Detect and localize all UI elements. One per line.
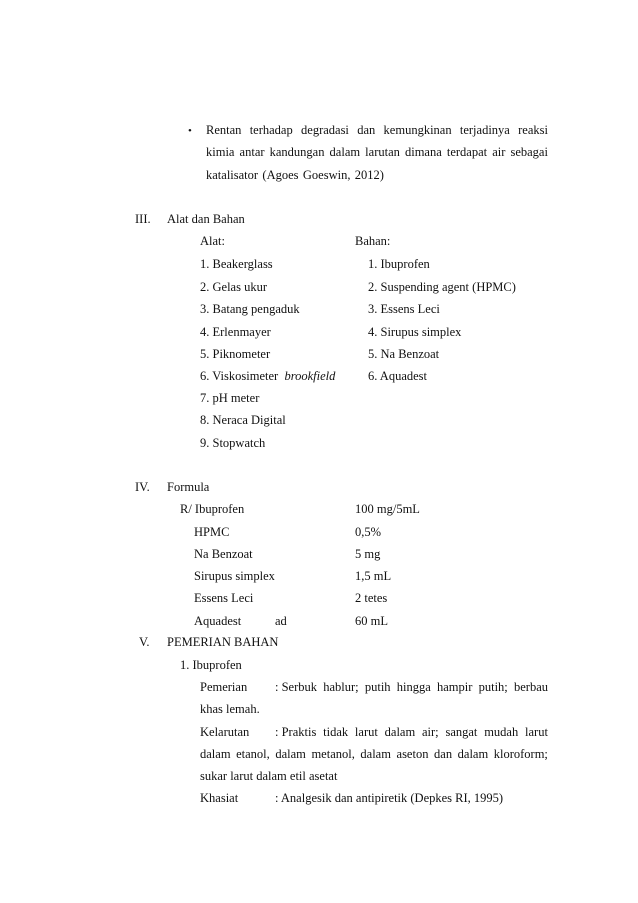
formula-amount-4: 1,5 mL [355, 569, 392, 583]
bullet-line-2 [206, 146, 548, 159]
formula-name-5: Essens Leci [194, 591, 254, 605]
bahan-item-3: 3. Essens Leci [368, 302, 440, 316]
formula-amount-6: 60 mL [355, 614, 388, 628]
word: hablur; [323, 680, 359, 694]
word: terhadap [249, 123, 293, 137]
word: dan [357, 123, 376, 137]
bullet-line-3 [206, 169, 384, 182]
section-4-title: Formula [167, 480, 210, 494]
khasiat-text: : Analgesik dan antipiretik (Depkes RI, 1995) [275, 791, 504, 805]
section-4-number: IV. [135, 480, 150, 494]
word: berbau [513, 680, 548, 694]
word: air [492, 145, 506, 159]
word: larut [525, 725, 548, 739]
word: : Serbuk [275, 680, 318, 694]
bahan-item-1: 1. Ibuprofen [368, 257, 430, 271]
word: degradasi [301, 123, 349, 137]
word: kloroform; [493, 747, 548, 761]
pemerian-label: Pemerian [200, 680, 248, 694]
alat-item-2: 2. Gelas ukur [200, 280, 267, 294]
formula-name-2: HPMC [194, 525, 230, 539]
word: dalam [200, 747, 231, 761]
alat-item-9: 9. Stopwatch [200, 436, 266, 450]
formula-name-1: R/ Ibuprofen [180, 502, 245, 516]
word: putih; [478, 680, 508, 694]
word: kimia [206, 145, 235, 159]
formula-amount-1: 100 mg/5mL [355, 502, 420, 516]
alat-item-8: 8. Neraca Digital [200, 413, 286, 427]
alat-item-6 [200, 370, 335, 383]
bahan-header: Bahan: [355, 234, 391, 248]
alat-item-7: 7. pH meter [200, 391, 260, 405]
word: aseton [396, 747, 429, 761]
word: reaksi [518, 123, 548, 137]
word: (Agoes [262, 168, 299, 182]
word: 2012) [354, 168, 384, 182]
bullet-dot: • [188, 125, 192, 137]
word: antar [239, 145, 265, 159]
word: Rentan [206, 123, 242, 137]
word: dalam [384, 725, 416, 739]
word: Goeswin, [302, 168, 351, 182]
word: tidak [323, 725, 349, 739]
word: dalam [275, 747, 306, 761]
alat-header: Alat: [200, 234, 225, 248]
formula-name-6: Aquadest [194, 614, 242, 628]
word: hingga [396, 680, 431, 694]
khasiat-label: Khasiat [200, 791, 239, 805]
word: kemungkinan [383, 123, 452, 137]
section-3-title: Alat dan Bahan [167, 212, 245, 226]
alat-item-6-text: 6. Viskosimeter [200, 369, 279, 383]
word: katalisator [206, 168, 259, 182]
formula-ad-6: ad [275, 614, 287, 628]
alat-item-4: 4. Erlenmayer [200, 325, 271, 339]
word: air; [421, 725, 439, 739]
kelarutan-line-3: sukar larut dalam etil asetat [200, 769, 338, 783]
kelarutan-line-2 [200, 748, 548, 761]
word: dan [434, 747, 453, 761]
bahan-item-4: 4. Sirupus simplex [368, 325, 462, 339]
section-5-number: V. [139, 635, 150, 649]
formula-amount-2: 0,5% [355, 525, 382, 539]
word: larutan [365, 145, 400, 159]
word: hampir [436, 680, 473, 694]
word: metanol, [311, 747, 355, 761]
word: putih [364, 680, 391, 694]
bahan-item-6: 6. Aquadest [368, 369, 428, 383]
word: dimana [404, 145, 442, 159]
word: etanol, [236, 747, 270, 761]
pemerian-item-1-title: 1. Ibuprofen [180, 658, 242, 672]
word: : Praktis [275, 725, 317, 739]
alat-item-1: 1. Beakerglass [200, 257, 273, 271]
kelarutan-line-1 [275, 726, 548, 739]
word: terdapat [446, 145, 488, 159]
word: dalam [329, 145, 361, 159]
bahan-item-5: 5. Na Benzoat [368, 347, 440, 361]
word: sebagai [510, 145, 548, 159]
formula-amount-5: 2 tetes [355, 591, 388, 605]
word: dalam [457, 747, 489, 761]
word: larut [354, 725, 378, 739]
section-3-number: III. [135, 212, 151, 226]
alat-item-5: 5. Piknometer [200, 347, 271, 361]
alat-item-3: 3. Batang pengaduk [200, 302, 300, 316]
formula-amount-3: 5 mg [355, 547, 381, 561]
word: sangat [445, 725, 478, 739]
word: terjadinya [459, 123, 510, 137]
word: kandungan [269, 145, 325, 159]
bahan-item-2: 2. Suspending agent (HPMC) [368, 280, 516, 294]
word: mudah [484, 725, 519, 739]
bullet-line-1 [206, 124, 548, 137]
word: dalam [360, 747, 391, 761]
section-5-title: PEMERIAN BAHAN [167, 635, 279, 649]
alat-item-6-italic: brookfield [284, 369, 336, 383]
pemerian-line-1 [275, 681, 548, 694]
pemerian-line-2: khas lemah. [200, 702, 260, 716]
formula-name-3: Na Benzoat [194, 547, 253, 561]
kelarutan-label: Kelarutan [200, 725, 250, 739]
formula-name-4: Sirupus simplex [194, 569, 275, 583]
